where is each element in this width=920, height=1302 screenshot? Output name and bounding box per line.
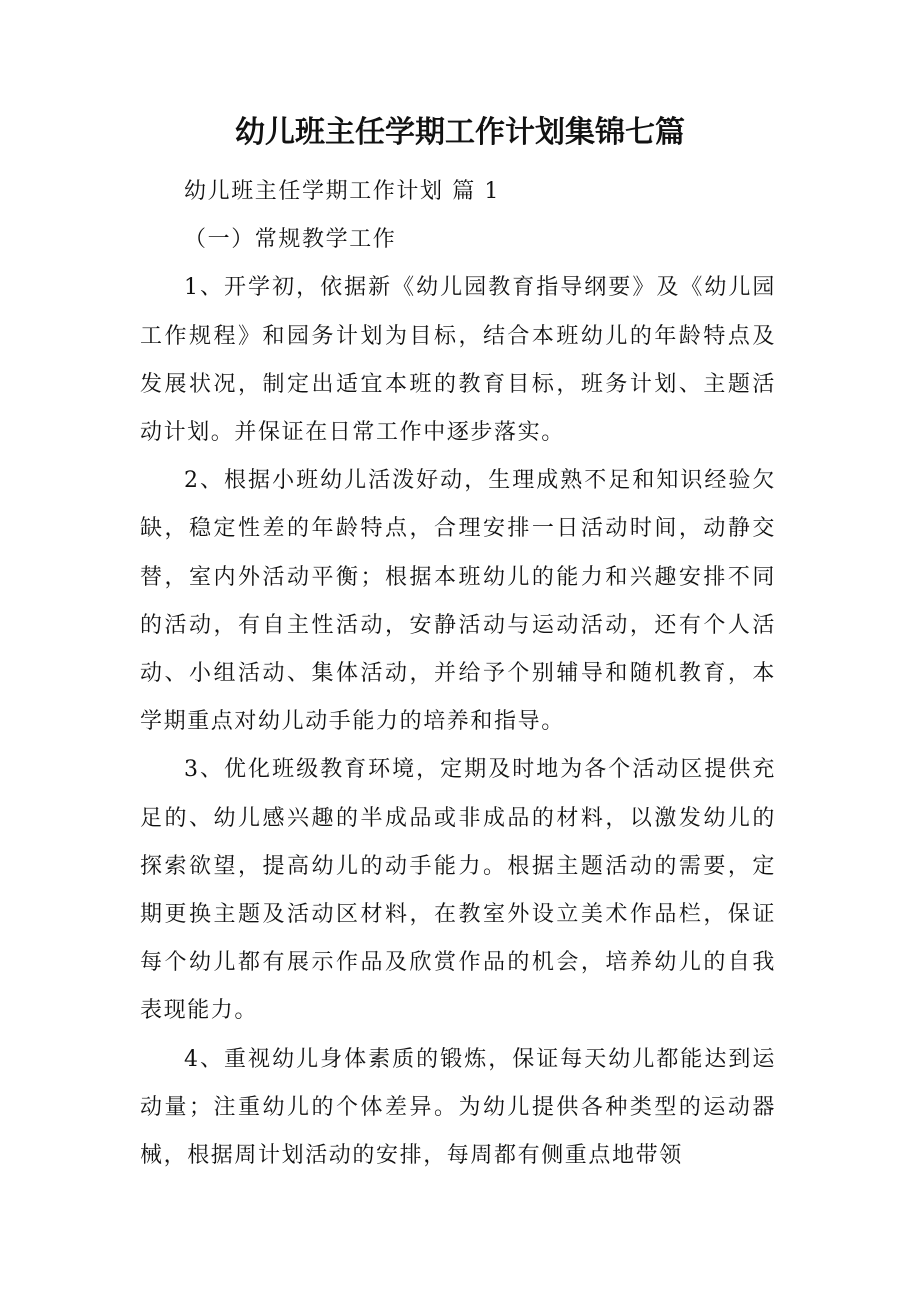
paragraph-4: 4、重视幼儿身体素质的锻炼，保证每天幼儿都能达到运动量；注重幼儿的个体差异。为幼儿提供各种类型的运动器械，根据周计划活动的安排，每周都有侧重点地带领 (140, 1046, 776, 1169)
paragraph-2: 2、根据小班幼儿活泼好动，生理成熟不足和知识经验欠缺，稳定性差的年龄特点，合理安排一日活动时间，动静交替，室内外活动平衡；根据本班幼儿的能力和兴趣安排不同的活动，有自主性活动，安静活动与运动活动，还有个人活动、小组活动、集体活动，并给予个别辅导和随机教育，本学期重点对幼儿动手能力的培养和指导。 (140, 468, 776, 735)
document-body (140, 168, 776, 1180)
paragraph-1: 1、开学初，依据新《幼儿园教育指导纲要》及《幼儿园工作规程》和园务计划为目标，结合本班幼儿的年龄特点及发展状况，制定出适宜本班的教育目标，班务计划、主题活动计划。并保证在日常工作中逐步落实。 (140, 275, 776, 446)
section-heading: 幼儿班主任学期工作计划 篇 1 (184, 179, 500, 204)
subsection-heading: （一）常规教学工作 (184, 227, 397, 253)
document-title: 幼儿班主任学期工作计划集锦七篇 (235, 115, 685, 150)
paragraph-3: 3、优化班级教育环境，定期及时地为各个活动区提供充足的、幼儿感兴趣的半成品或非成品的材料，以激发幼儿的探索欲望，提高幼儿的动手能力。根据主题活动的需要，定期更换主题及活动区材料，在教室外设立美术作品栏，保证每个幼儿都有展示作品及欣赏作品的机会，培养幼儿的自我表现能力。 (140, 757, 776, 1024)
